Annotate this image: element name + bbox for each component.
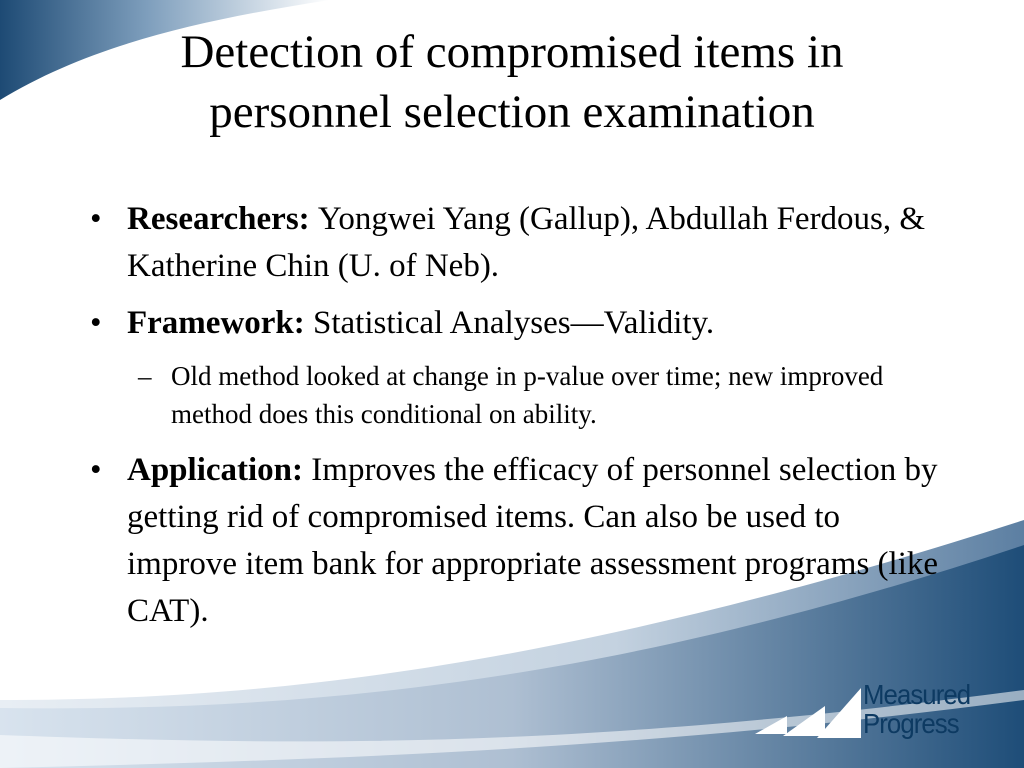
bullet-framework <box>90 300 950 347</box>
bullet-application <box>90 447 950 635</box>
logo-line-1: Measured <box>863 679 971 710</box>
bullet-marker: • <box>90 305 102 341</box>
bullet-text: Yongwei Yang (Gallup), Abdullah Ferdous, & Katherine Chin (U. of Neb). <box>127 201 926 284</box>
bullet-label: Researchers: <box>127 201 318 237</box>
logo-line-2: Progress <box>863 708 959 739</box>
sub-bullet-text: Old method looked at change in p-value over time; new improved method does this conditional on ability. <box>171 361 884 429</box>
bullet-marker: • <box>90 452 102 488</box>
title-line-2: personnel selection examination <box>209 86 815 138</box>
title-line-1: Detection of compromised items in <box>180 26 844 78</box>
measured-progress-logo <box>863 680 970 738</box>
bullet-list <box>90 196 950 645</box>
bullet-researchers <box>90 196 950 290</box>
sub-bullet-marker: – <box>138 361 152 391</box>
slide-title <box>60 22 964 142</box>
bullet-marker: • <box>90 201 102 237</box>
bullet-label: Framework: <box>127 305 314 341</box>
bullet-label: Application: <box>127 452 312 488</box>
bullet-text: Statistical Analyses—Validity. <box>313 305 715 341</box>
bullet-text: Improves the efficacy of personnel selection by getting rid of compromised items. Can also be used to improve item bank for appropriate assessment programs (like CAT). <box>127 452 939 629</box>
sub-bullet-method <box>90 357 950 433</box>
